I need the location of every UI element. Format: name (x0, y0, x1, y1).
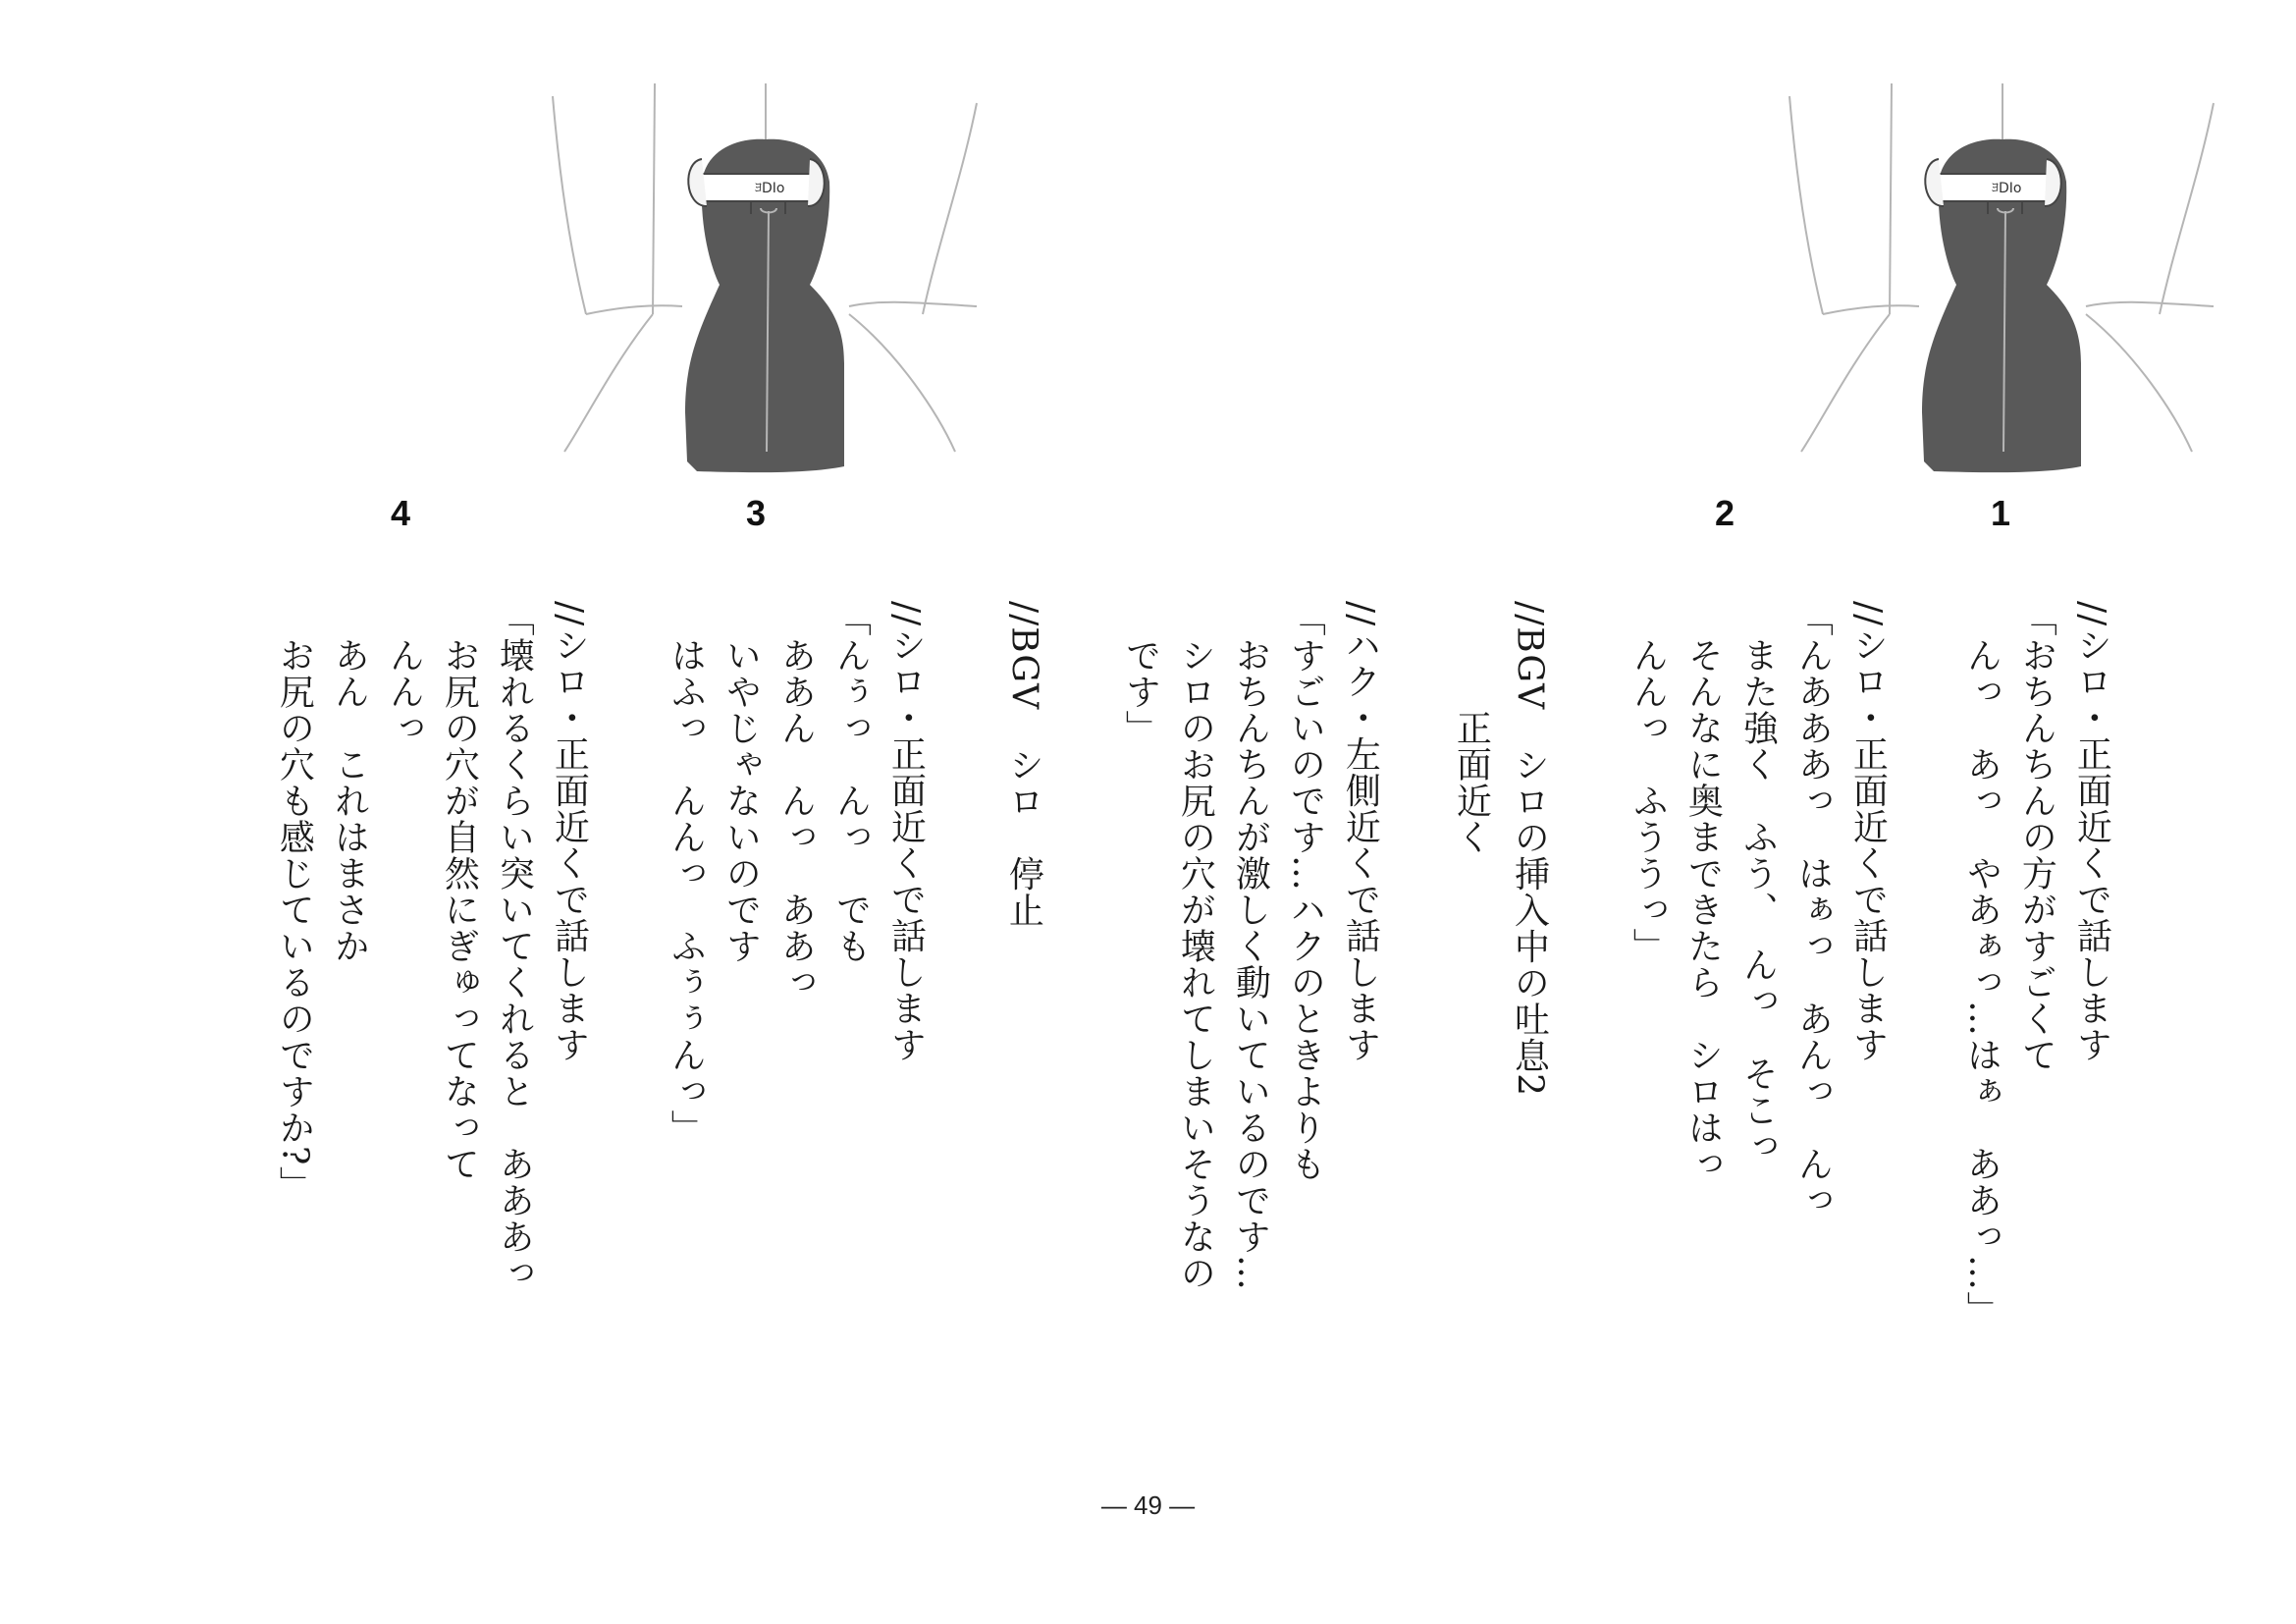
dialogue-line: 「んぅっ んっ でも (830, 601, 872, 964)
dialogue-line: 「んあああっ はぁっ あんっ んっ (1792, 601, 1834, 1218)
panel-number-4: 4 (390, 493, 411, 533)
panel-number-2: 2 (1714, 493, 1735, 533)
dialogue-line: シロのお尻の穴が壊れてしまいそうなの (1175, 601, 1216, 1291)
dialogue-line: そんなに奥まできたら シロはっ (1682, 601, 1724, 1182)
script-direction: //シロ・正面近くで話します (2071, 601, 2112, 1063)
dialogue-line: お尻の穴が自然にぎゅってなって (439, 601, 480, 1182)
headphone-silhouette-icon (1782, 79, 2223, 491)
page-number: ― 49 ― (1100, 1490, 1196, 1520)
panel-number-3: 3 (745, 493, 767, 533)
dialogue-line: おちんちんが激しく動いているのです… (1230, 601, 1271, 1291)
headphone-silhouette-icon (545, 79, 987, 491)
dialogue-line: いやじゃないのです (721, 601, 762, 964)
script-direction: //シロ・正面近くで話します (885, 601, 927, 1063)
script-direction: //ハク・左側近くで話します (1340, 601, 1381, 1063)
device-label: ﾖDIo (755, 181, 785, 196)
dialogue-line: んっ あっ やあぁっ…はぁ ああっ…」 (1961, 601, 2002, 1327)
panel-number-1: 1 (1990, 493, 2011, 533)
bgv-direction: //BGV シロ 停止 (1003, 601, 1044, 929)
bgv-direction: //BGV シロの挿入中の吐息2 (1509, 601, 1550, 1098)
dialogue-line: あん これはまさか (329, 601, 370, 964)
bgv-direction-detail: 正面近く (1451, 601, 1492, 855)
stage-illustration-left (545, 79, 987, 491)
dialogue-line: また強く ふう、 んっ そこっ (1737, 601, 1779, 1164)
device-label: ﾖDIo (1992, 181, 2022, 196)
dialogue-line: 「おちんちんの方がすごくて (2016, 601, 2057, 1073)
dialogue-line: です」 (1120, 601, 1161, 746)
dialogue-line: ああん んっ ああっ (775, 601, 817, 1001)
dialogue-line: んんっ ふううっ」 (1628, 601, 1669, 964)
script-direction: //シロ・正面近くで話します (1847, 601, 1889, 1063)
dialogue-line: お尻の穴も感じているのですか?」 (274, 601, 315, 1203)
stage-illustration-right (1782, 79, 2223, 491)
dialogue-line: 「すごいのです…ハクのときよりも (1285, 601, 1326, 1182)
script-direction: //シロ・正面近くで話します (549, 601, 590, 1063)
dialogue-line: 「壊れるくらい突いてくれると あああっ (494, 601, 535, 1291)
dialogue-line: んんっ (384, 601, 425, 746)
dialogue-line: はふっ んんっ ふぅぅんっ」 (666, 601, 707, 1146)
